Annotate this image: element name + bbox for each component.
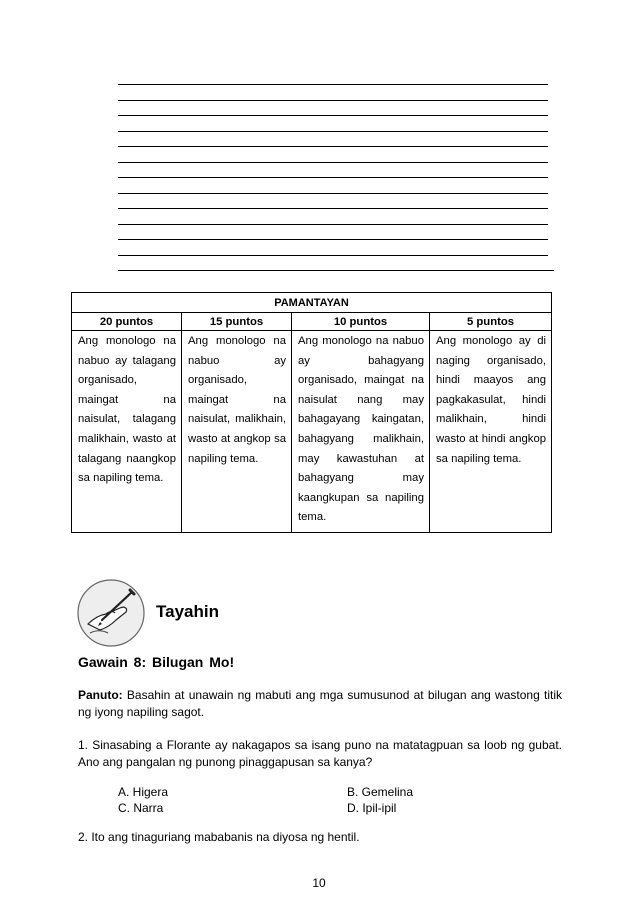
rubric-table	[71, 292, 552, 533]
writing-line	[118, 208, 548, 209]
writing-line	[118, 224, 548, 225]
writing-line	[118, 131, 548, 132]
rubric-header-10: 10 puntos	[292, 313, 430, 331]
choice-a[interactable]: A. Higera	[118, 785, 169, 799]
hand-writing-icon	[76, 578, 146, 648]
writing-line	[118, 255, 548, 256]
writing-line	[118, 115, 548, 116]
rubric-header-20: 20 puntos	[72, 313, 182, 331]
rubric-header-15: 15 puntos	[182, 313, 292, 331]
writing-line	[118, 177, 548, 178]
writing-line	[118, 270, 554, 271]
rubric-cell-20: Ang monologo na nabuo ay talagang organisado, maingat na naisulat, talagang malikhain, wasto at talagang naangkop sa napiling tema.	[72, 331, 182, 533]
writing-line	[118, 100, 548, 101]
section-title: Tayahin	[156, 602, 219, 621]
choice-c[interactable]: C. Narra	[118, 801, 164, 815]
instructions-label: Panuto:	[78, 688, 123, 702]
writing-line	[118, 239, 548, 240]
rubric-header-5: 5 puntos	[430, 313, 552, 331]
writing-line	[118, 193, 548, 194]
activity-title: Gawain 8: Bilugan Mo!	[78, 654, 235, 670]
writing-line	[118, 146, 548, 147]
instructions	[78, 687, 562, 721]
rubric-cell-15: Ang monologo na nabuo ay organisado, maingat na naisulat, malikhain, wasto at angkop sa napiling tema.	[182, 331, 292, 533]
rubric-cell-5: Ang monologo ay di naging organisado, hindi maayos ang pagkakasulat, hindi malikhain, hindi wasto at hindi angkop sa napiling tema.	[430, 331, 552, 533]
page-number: 10	[312, 876, 326, 890]
rubric-title: PAMANTAYAN	[72, 293, 552, 313]
writing-line	[118, 84, 548, 85]
choice-b[interactable]: B. Gemelina	[347, 785, 414, 799]
instructions-text: Basahin at unawain ng mabuti ang mga sumusunod at bilugan ang wastong titik ng iyong napiling sagot.	[78, 688, 562, 719]
question-2: 2. Ito ang tinaguriang mababanis na diyosa ng hentil.	[78, 830, 360, 844]
rubric-cell-10: Ang monologo na nabuo ay bahagyang organisado, maingat na naisulat nang may bahagayang kaingatan, bahagyang malikhain, may kawastuhan at bahagyang may kaangkupan sa napiling tema.	[292, 331, 430, 533]
question-1: 1. Sinasabing a Florante ay nakagapos sa isang puno na matatagpuan sa loob ng gubat. Ano ang pangalan ng punong pinaggapusan sa kanya?	[78, 738, 562, 769]
choice-d[interactable]: D. Ipil-ipil	[347, 801, 397, 815]
writing-line	[118, 162, 548, 163]
